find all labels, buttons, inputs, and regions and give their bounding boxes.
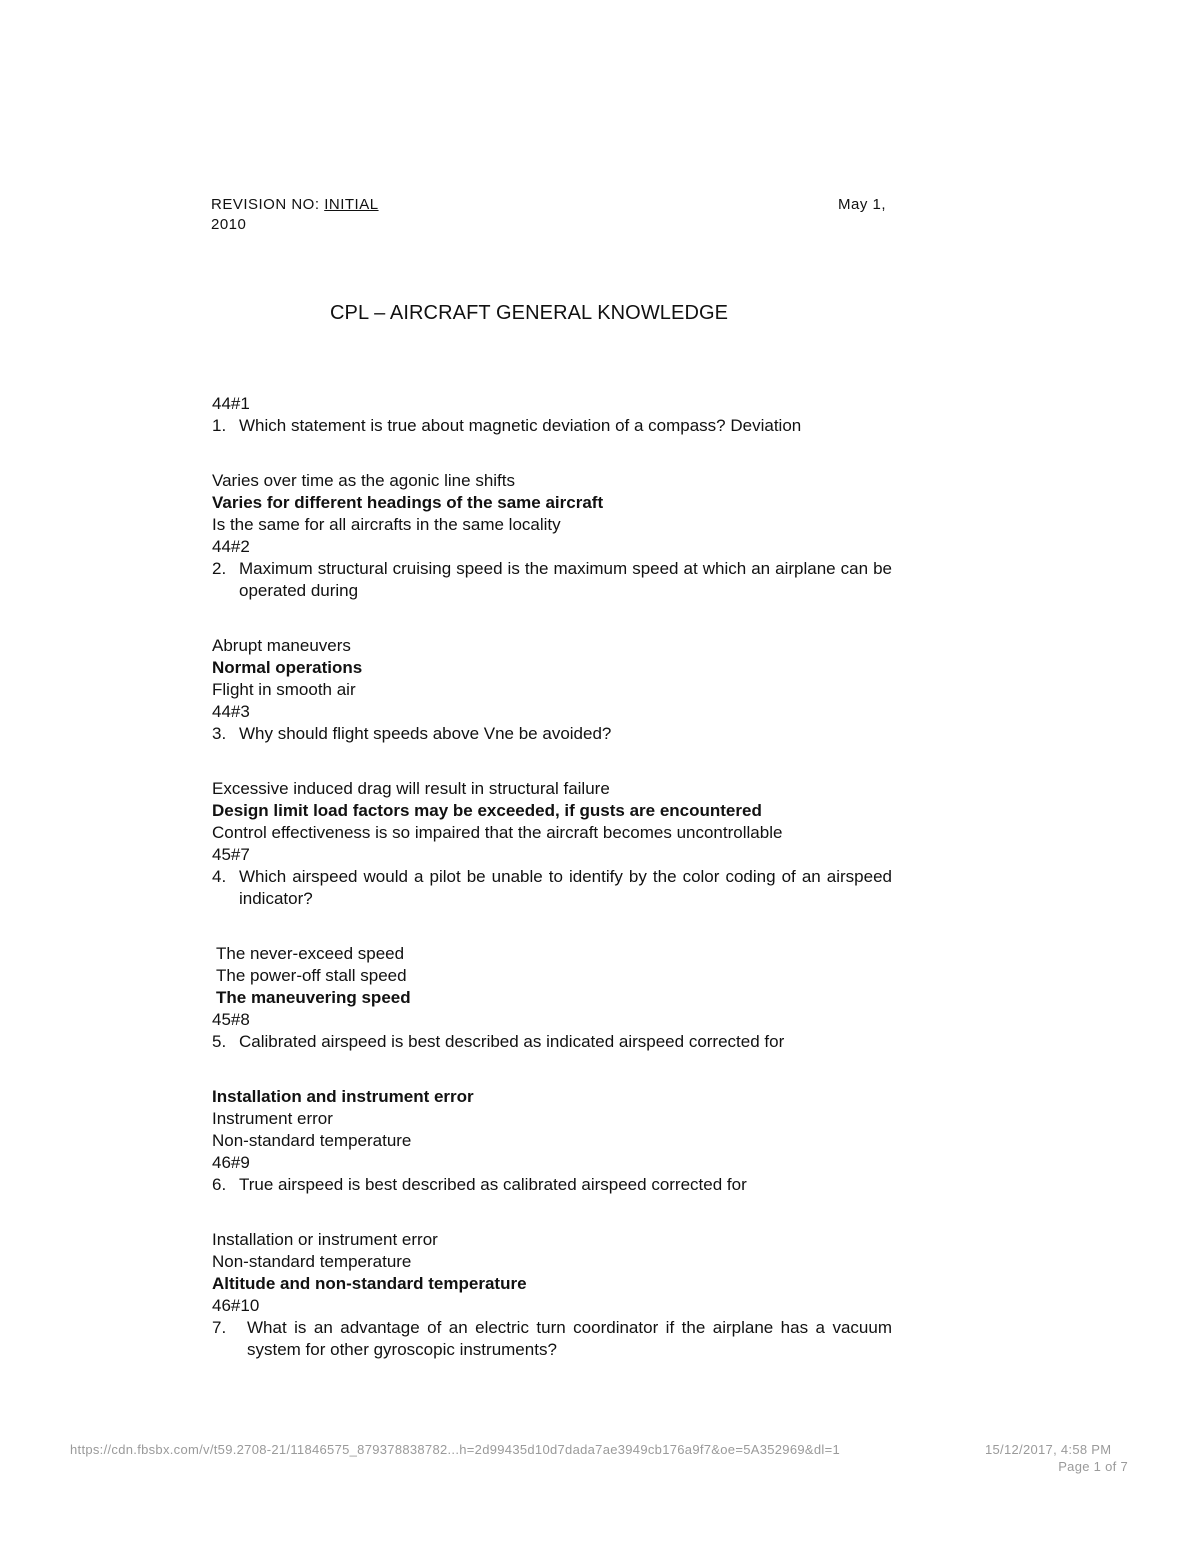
answer-option: Installation or instrument error xyxy=(212,1230,438,1249)
question-number: 1. xyxy=(212,416,227,435)
correct-answer-option: Altitude and non-standard temperature xyxy=(212,1274,527,1293)
answer-option: Is the same for all aircrafts in the same locality xyxy=(212,515,561,534)
question-text: Calibrated airspeed is best described as indicated airspeed corrected for xyxy=(239,1032,785,1051)
correct-answer-option: Design limit load factors may be exceeded, if gusts are encountered xyxy=(212,801,762,820)
question-ref: 46#10 xyxy=(212,1296,260,1315)
question-text: What is an advantage of an electric turn coordinator if the airplane has a vacuum system for other gyroscopic instruments? xyxy=(247,1318,892,1359)
answer-option: Non-standard temperature xyxy=(212,1252,412,1271)
answer-option: Abrupt maneuvers xyxy=(212,636,351,655)
correct-answer-option: The maneuvering speed xyxy=(216,988,411,1007)
answer-option: Varies over time as the agonic line shifts xyxy=(212,471,515,490)
question-text: Which statement is true about magnetic deviation of a compass? Deviation xyxy=(239,416,802,435)
question-number: 7. xyxy=(212,1318,227,1337)
question-number: 3. xyxy=(212,724,227,743)
header-date-part1: May 1, xyxy=(838,196,887,213)
question-number: 2. xyxy=(212,559,227,578)
question-stem xyxy=(212,558,892,602)
footer-url: https://cdn.fbsbx.com/v/t59.2708-21/11846575_879378838782...h=2d99435d10d7dada7ae3949cb176a9f7&oe=5A352969&dl=1 xyxy=(70,1442,841,1457)
footer-page-number: Page 1 of 7 xyxy=(1058,1459,1128,1474)
question-text: Maximum structural cruising speed is the maximum speed at which an airplane can be operated during xyxy=(239,559,892,600)
question-stem xyxy=(212,1174,892,1196)
question-text: True airspeed is best described as calibrated airspeed corrected for xyxy=(239,1175,747,1194)
question-ref: 46#9 xyxy=(212,1153,250,1172)
question-ref: 44#2 xyxy=(212,537,250,556)
question-stem xyxy=(212,1031,892,1053)
revision-value: INITIAL xyxy=(324,196,379,213)
correct-answer-option: Installation and instrument error xyxy=(212,1087,474,1106)
answer-option: Flight in smooth air xyxy=(212,680,356,699)
correct-answer-option: Varies for different headings of the same aircraft xyxy=(212,493,604,512)
question-text: Why should flight speeds above Vne be avoided? xyxy=(239,724,612,743)
question-ref: 45#8 xyxy=(212,1010,250,1029)
question-ref: 44#1 xyxy=(212,394,250,413)
question-number: 6. xyxy=(212,1175,227,1194)
question-stem xyxy=(212,1317,892,1361)
footer-datetime: 15/12/2017, 4:58 PM xyxy=(985,1442,1112,1457)
question-ref: 45#7 xyxy=(212,845,250,864)
question-stem xyxy=(212,415,892,437)
answer-option: Non-standard temperature xyxy=(212,1131,412,1150)
answer-option: Excessive induced drag will result in structural failure xyxy=(212,779,610,798)
revision-label: REVISION NO: xyxy=(211,196,320,213)
document-title: CPL – AIRCRAFT GENERAL KNOWLEDGE xyxy=(330,302,729,324)
question-list xyxy=(212,393,892,1361)
header-date-part2: 2010 xyxy=(211,216,247,233)
question-number: 4. xyxy=(212,867,227,886)
question-number: 5. xyxy=(212,1032,227,1051)
question-ref: 44#3 xyxy=(212,702,250,721)
answer-option: Control effectiveness is so impaired that the aircraft becomes uncontrollable xyxy=(212,823,783,842)
answer-option: The power-off stall speed xyxy=(216,966,407,985)
revision-line xyxy=(211,196,379,213)
question-stem xyxy=(212,866,892,910)
question-stem xyxy=(212,723,892,745)
question-text: Which airspeed would a pilot be unable to identify by the color coding of an airspeed indicator? xyxy=(239,867,892,908)
answer-option: The never-exceed speed xyxy=(216,944,405,963)
answer-option: Instrument error xyxy=(212,1109,333,1128)
correct-answer-option: Normal operations xyxy=(212,658,363,677)
